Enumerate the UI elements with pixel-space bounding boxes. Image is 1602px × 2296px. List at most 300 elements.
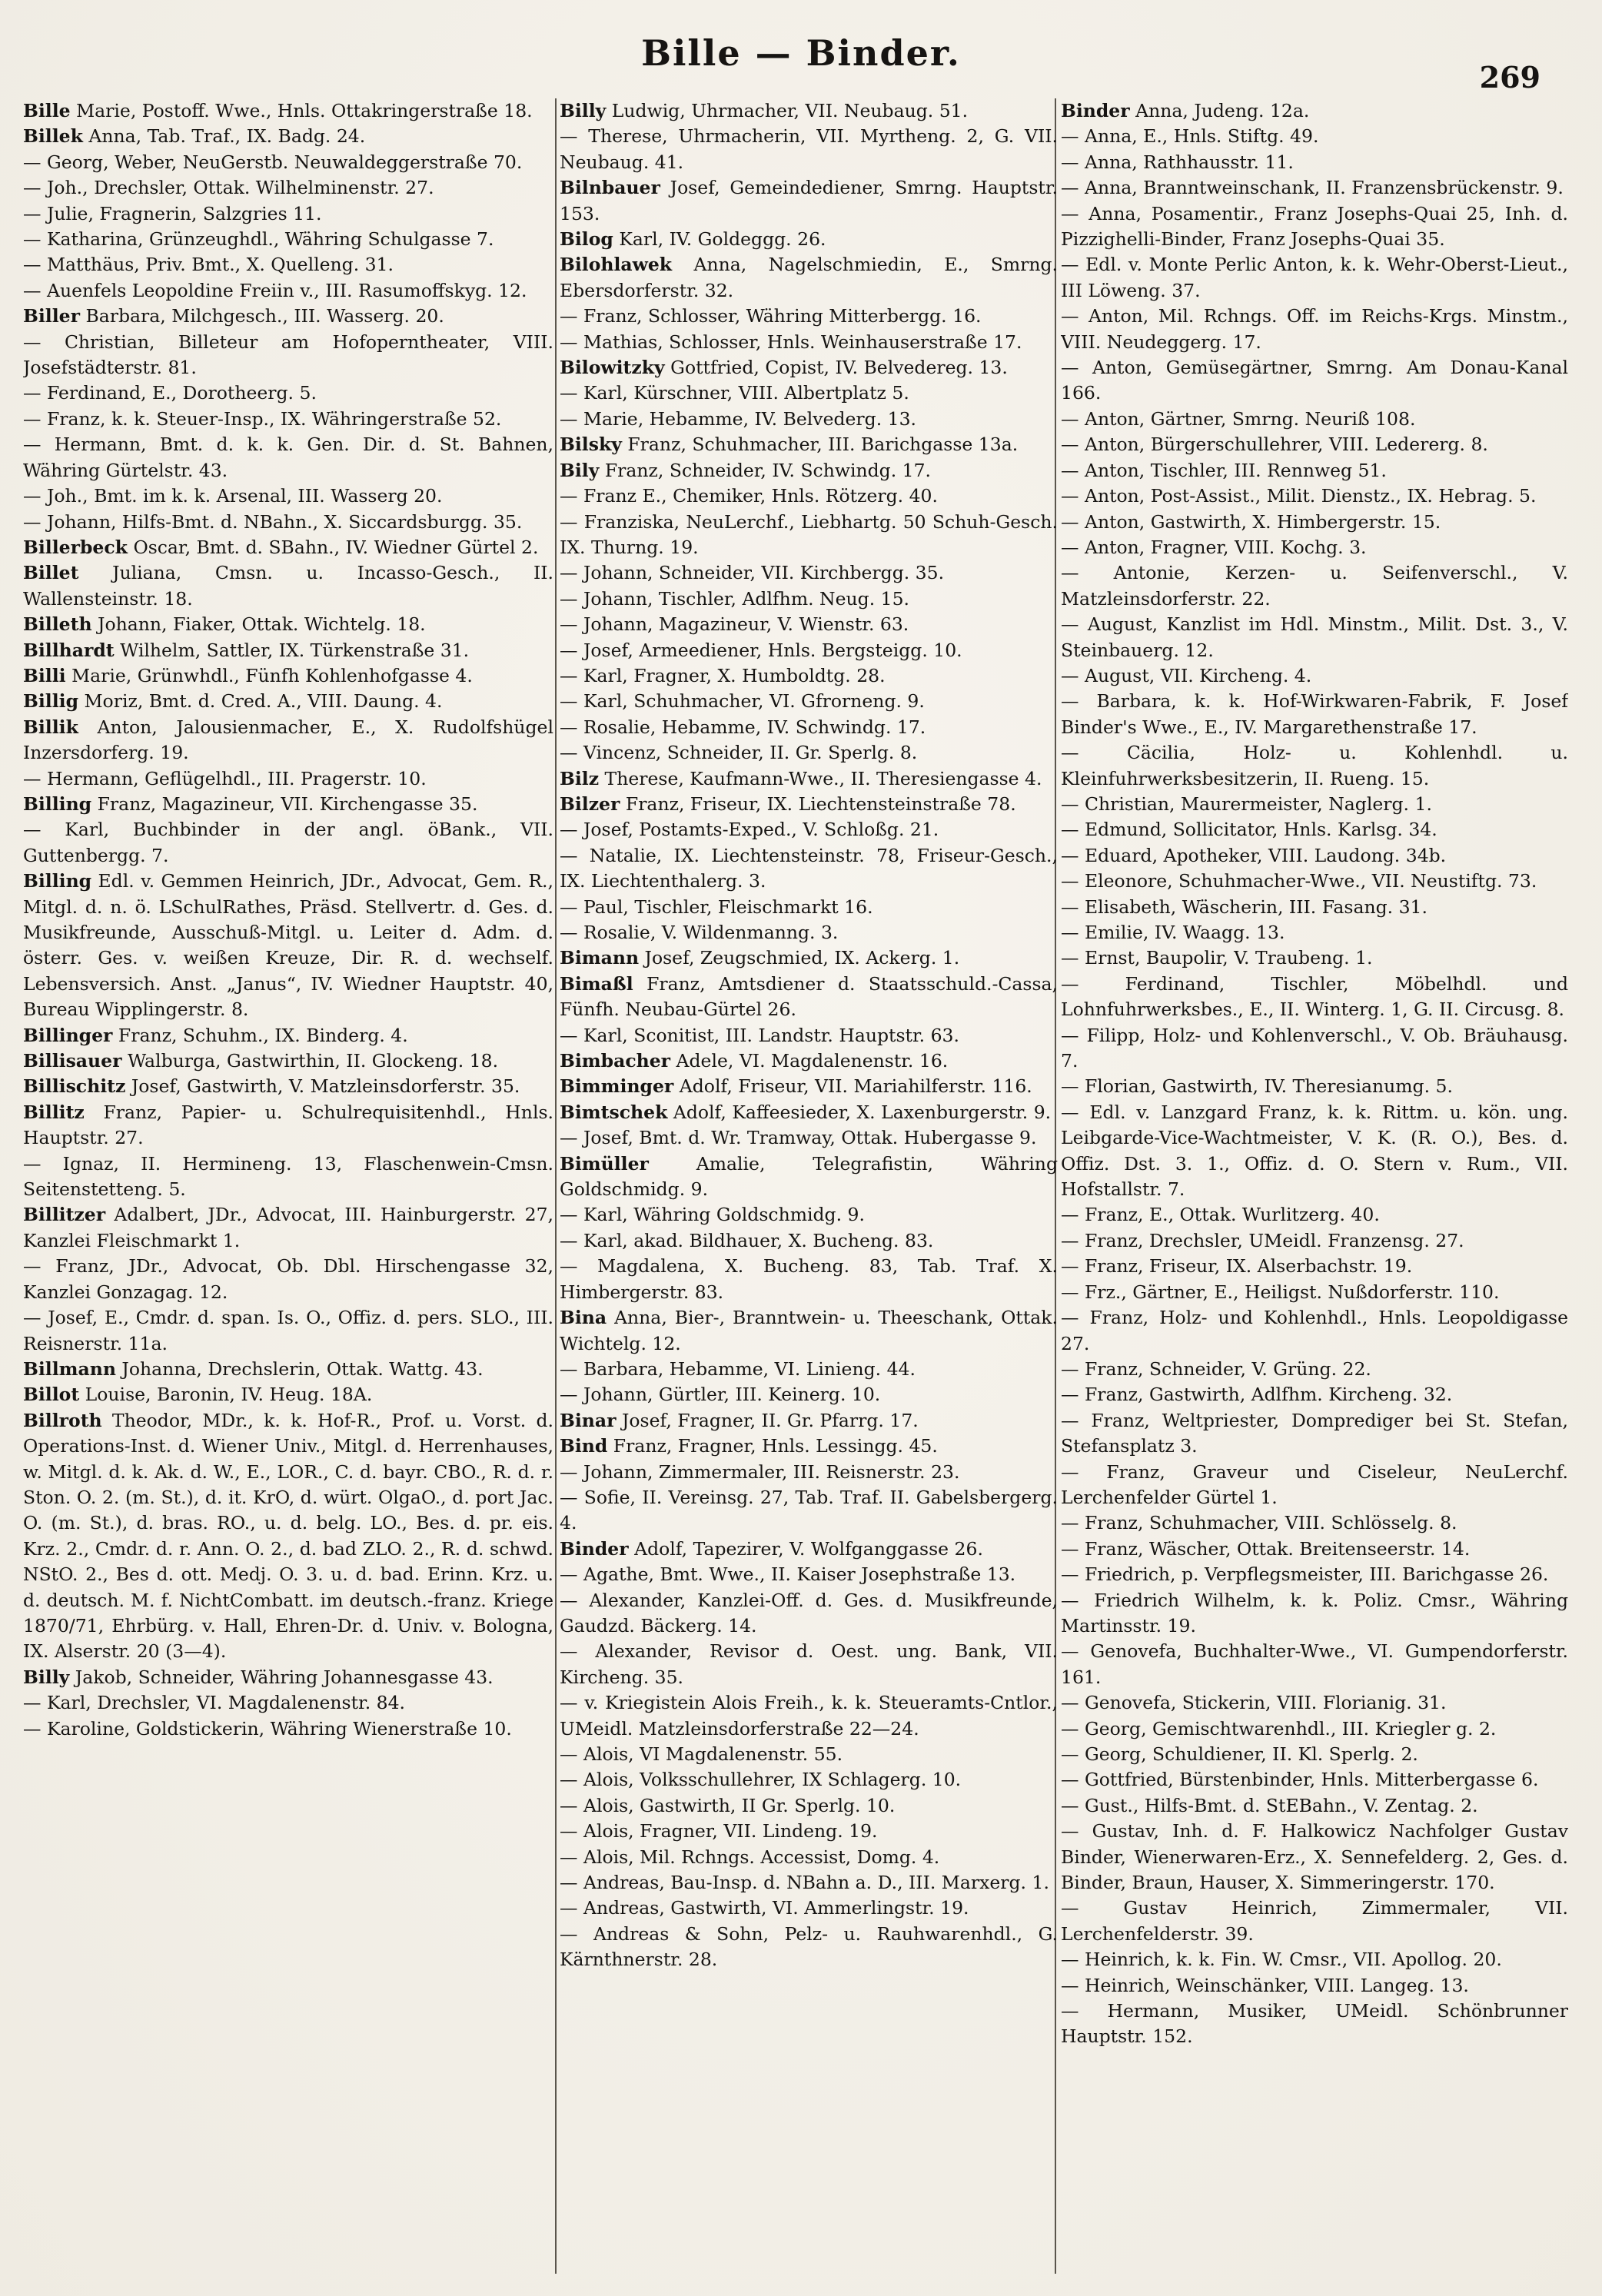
directory-entry: [560, 124, 1058, 175]
directory-entry: [23, 766, 553, 792]
entry-text: — Edmund, Sollicitator, Hnls. Karlsg. 34.: [1061, 819, 1437, 841]
entry-text: — Josef, Postamts-Exped., V. Schloßg. 21.: [560, 819, 939, 841]
entry-text: Franz, Schuhm., IX. Binderg. 4.: [118, 1024, 408, 1046]
entry-surname: Billig: [23, 690, 79, 713]
directory-entry: [23, 330, 553, 381]
entry-text: — Karoline, Goldstickerin, Währing Wienerstraße 10.: [23, 1717, 512, 1739]
entry-text: — Johann, Zimmermaler, III. Reisnerstr. 23.: [560, 1460, 960, 1483]
directory-entry: [1061, 843, 1568, 869]
entry-text: — Elisabeth, Wäscherin, III. Fasang. 31.: [1061, 895, 1428, 918]
entry-text: — Franz, Friseur, IX. Alserbachstr. 19.: [1061, 1255, 1413, 1278]
entry-text: — Franz, Schlosser, Währing Mitterbergg. 16.: [560, 305, 982, 327]
entry-surname: Billischitz: [23, 1075, 126, 1098]
page-header-title: Bille — Binder.: [641, 32, 961, 74]
entry-text: Gottfried, Copist, IV. Belvedereg. 13.: [670, 357, 1008, 379]
entry-text: — Franz, Holz- und Kohlenhdl., Hnls. Leopoldigasse 27.: [1061, 1307, 1568, 1354]
entry-text: Oscar, Bmt. d. SBahn., IV. Wiedner Gürtel 2.: [133, 536, 539, 558]
column-3: [1061, 98, 1568, 2266]
entry-text: Johann, Fiaker, Ottak. Wichtelg. 18.: [98, 613, 426, 636]
entry-text: — Johann, Schneider, VII. Kirchbergg. 35.: [560, 562, 945, 584]
entry-text: — Marie, Hebamme, IV. Belvederg. 13.: [560, 407, 917, 430]
directory-entry: [1061, 1537, 1568, 1562]
directory-entry: [23, 124, 553, 149]
entry-text: — Georg, Gemischtwarenhdl., III. Kriegler g. 2.: [1061, 1717, 1497, 1739]
entry-text: Anna, Bier-, Branntwein- u. Theeschank, Ottak. Wichtelg. 12.: [560, 1307, 1058, 1354]
directory-entry: [560, 843, 1058, 895]
directory-entry: [560, 1125, 1058, 1151]
directory-entry: [23, 1305, 553, 1357]
directory-entry: [23, 483, 553, 509]
entry-text: — August, Kanzlist im Hdl. Minstm., Milit. Dst. 3., V. Steinbauerg. 12.: [1061, 613, 1568, 661]
entry-surname: Bimüller: [560, 1152, 649, 1175]
entry-text: — Karl, Kürschner, VIII. Albertplatz 5.: [560, 382, 909, 404]
directory-entry: [560, 1305, 1058, 1357]
entry-text: — Gustav, Inh. d. F. Halkowicz Nachfolger Gustav Binder, Wienerwaren-Erz., X. Sennefelderg. 2, Ges. d. Binder, Braun, Hauser, X. Simmeringerstr. 170.: [1061, 1820, 1568, 1894]
directory-entry: [23, 432, 553, 483]
entry-text: Jakob, Schneider, Währing Johannesgasse 43.: [75, 1666, 494, 1688]
entry-text: Adalbert, JDr., Advocat, III. Hainburgerstr. 27, Kanzlei Fleischmarkt 1.: [23, 1204, 553, 1251]
directory-entry: [560, 920, 1058, 945]
directory-entry: [560, 612, 1058, 637]
entry-surname: Billot: [23, 1384, 80, 1406]
entry-surname: Billek: [23, 125, 83, 148]
directory-entry: [560, 766, 1058, 792]
entry-text: Wilhelm, Sattler, IX. Türkenstraße 31.: [120, 639, 470, 661]
directory-entry: [1061, 1793, 1568, 1819]
directory-entry: [1061, 1202, 1568, 1228]
entry-text: Karl, IV. Goldeggg. 26.: [619, 228, 826, 251]
directory-entry: [23, 304, 553, 329]
directory-entry: [1061, 124, 1568, 149]
directory-entry: [560, 945, 1058, 971]
entry-text: Juliana, Cmsn. u. Incasso-Gesch., II. Wallensteinstr. 18.: [23, 562, 553, 610]
entry-text: — Frz., Gärtner, E., Heiligst. Nußdorferstr. 110.: [1061, 1281, 1500, 1303]
directory-entry: [560, 1382, 1058, 1407]
column-1: [23, 98, 553, 2266]
entry-text: — Anna, Branntweinschank, II. Franzensbrückenstr. 9.: [1061, 177, 1564, 199]
directory-entry: [560, 1151, 1058, 1203]
directory-entry: [1061, 972, 1568, 1023]
directory-entry: [23, 1382, 553, 1407]
entry-text: — Johann, Hilfs-Bmt. d. NBahn., X. Siccardsburgg. 35.: [23, 510, 523, 533]
entry-surname: Bilsky: [560, 434, 622, 456]
column-divider: [555, 98, 557, 2274]
directory-entry: [1061, 869, 1568, 894]
directory-entry: [1061, 432, 1568, 457]
entry-text: — Johann, Tischler, Adlfhm. Neug. 15.: [560, 587, 910, 610]
entry-text: — Anton, Gastwirth, X. Himbergerstr. 15.: [1061, 510, 1441, 533]
directory-entry: [1061, 1100, 1568, 1203]
entry-text: — Josef, Bmt. d. Wr. Tramway, Ottak. Hubergasse 9.: [560, 1127, 1037, 1149]
directory-entry: [23, 201, 553, 227]
entry-text: — Andreas & Sohn, Pelz- u. Rauhwarenhdl., G. Kärnthnerstr. 28.: [560, 1922, 1058, 1971]
entry-text: Marie, Postoff. Wwe., Hnls. Ottakringerstraße 18.: [76, 100, 533, 121]
directory-entry: [23, 1023, 553, 1048]
directory-entry: [560, 330, 1058, 355]
entry-text: — Anna, E., Hnls. Stiftg. 49.: [1061, 125, 1319, 148]
directory-entry: [560, 1357, 1058, 1382]
directory-entry: [1061, 1767, 1568, 1793]
entry-text: Edl. v. Gemmen Heinrich, JDr., Advocat, Gem. R., Mitgl. d. n. ö. LSchulRathes, Präsd. Stellvertr. d. Ges. d. Musikfreunde, Ausschuß-Mitgl. u. Leiter d. Adm. d. österr. Ges. v. weißen Kreuze, Dir. R. d. wechself. Lebensversich. Anst. „Janus“, IV. Wiedner Hauptstr. 40, Bureau Wipplingerstr. 8.: [23, 870, 553, 1021]
entry-surname: Bimbacher: [560, 1050, 671, 1072]
entry-text: — Anton, Mil. Rchngs. Off. im Reichs-Krgs. Minstm., VIII. Neudeggerg. 17.: [1061, 305, 1568, 353]
entry-text: — Heinrich, Weinschänker, VIII. Langeg. 13.: [1061, 1974, 1469, 1996]
directory-entry: [23, 278, 553, 304]
directory-entry: [1061, 1460, 1568, 1511]
entry-surname: Billet: [23, 562, 79, 584]
entry-surname: Bimminger: [560, 1075, 674, 1098]
directory-entry: [560, 1870, 1058, 1896]
entry-text: — Matthäus, Priv. Bmt., X. Quelleng. 31.: [23, 254, 394, 276]
directory-entry: [1061, 1228, 1568, 1254]
directory-entry: [1061, 535, 1568, 560]
entry-text: — Barbara, Hebamme, VI. Linieng. 44.: [560, 1357, 916, 1380]
directory-entry: [1061, 1382, 1568, 1407]
column-2: [560, 98, 1058, 2266]
directory-entry: [560, 1023, 1058, 1048]
entry-text: — Vincenz, Schneider, II. Gr. Sperlg. 8.: [560, 742, 918, 764]
entry-text: — Karl, Währing Goldschmidg. 9.: [560, 1204, 865, 1226]
entry-text: — Anton, Tischler, III. Rennweg 51.: [1061, 459, 1387, 481]
entry-text: Anna, Tab. Traf., IX. Badg. 24.: [88, 125, 366, 148]
directory-entry: [1061, 483, 1568, 509]
directory-entry: [560, 1793, 1058, 1819]
entry-text: Adolf, Tapezirer, V. Wolfganggasse 26.: [634, 1537, 983, 1560]
entry-text: Franz, Amtsdiener d. Staatsschuld.-Cassa, Fünfh. Neubau-Gürtel 26.: [560, 972, 1058, 1021]
entry-text: — Franz E., Chemiker, Hnls. Rötzerg. 40.: [560, 485, 938, 507]
directory-entry: [1061, 201, 1568, 253]
directory-entry: [23, 1357, 553, 1382]
entry-text: Anna, Nagelschmiedin, E., Smrng. Ebersdorferstr. 32.: [560, 254, 1058, 301]
directory-entry: [1061, 252, 1568, 304]
directory-entry: [23, 227, 553, 252]
entry-surname: Billy: [560, 100, 607, 121]
directory-entry: [560, 1048, 1058, 1074]
directory-entry: [1061, 1973, 1568, 1999]
directory-entry: [1061, 1896, 1568, 1947]
entry-text: — Karl, Schuhmacher, VI. Gfrorneng. 9.: [560, 690, 925, 713]
directory-entry: [1061, 1690, 1568, 1716]
directory-entry: [560, 1639, 1058, 1690]
entry-text: — Magdalena, X. Bucheng. 83, Tab. Traf. X. Himbergerstr. 83.: [560, 1255, 1058, 1303]
directory-entry: [560, 1922, 1058, 1973]
entry-surname: Bind: [560, 1435, 608, 1457]
directory-entry: [1061, 740, 1568, 792]
directory-entry: [560, 510, 1058, 561]
entry-text: Theodor, MDr., k. k. Hof-R., Prof. u. Vorst. d. Operations-Inst. d. Wiener Univ., Mitgl. d. Herrenhauses, w. Mitgl. d. k. Ak. d. W., E., LOR., C. d. bayr. CBO., R. d. r. Ston. O. 2. (m. St.), d. it. KrO, d. würt. OlgaO., d. port Jac. O. (m. St.), d. bras. RO., u. d. belg. LO., Bes. d. pr. eis. Krz. 2., Cmdr. d. r. Ann. O. 2., d. bad ZLO. 2., R. d. schwd. NStO. 2., Bes d. ott. Medj. O. 3. u. d. bad. Erinn. Krz. u. d. deutsch. M. f. NichtCombatt. im deutsch.-franz. Kriege 1870/71, Ehrbürg. v. Hall, Ehren-Dr. d. Univ. v. Bologna, IX. Alserstr. 20 (3—4).: [23, 1409, 553, 1663]
directory-entry: [560, 740, 1058, 766]
entry-text: — Anton, Bürgerschullehrer, VIII. Ledererg. 8.: [1061, 434, 1488, 456]
entry-text: — Karl, akad. Bildhauer, X. Bucheng. 83.: [560, 1229, 934, 1251]
entry-text: Johanna, Drechslerin, Ottak. Wattg. 43.: [121, 1357, 484, 1380]
directory-entry: [23, 252, 553, 277]
entry-text: — Johann, Gürtler, III. Keinerg. 10.: [560, 1384, 881, 1406]
entry-surname: Bimtschek: [560, 1101, 668, 1123]
entry-surname: Billitzer: [23, 1204, 106, 1226]
entry-surname: Bilzer: [560, 792, 620, 815]
entry-text: — Edl. v. Monte Perlic Anton, k. k. Wehr-Oberst-Lieut., III Löweng. 37.: [1061, 254, 1568, 301]
entry-text: — Franz, Schneider, V. Grüng. 22.: [1061, 1357, 1371, 1380]
entry-text: — Filipp, Holz- und Kohlenverschl., V. Ob. Bräuhausg. 7.: [1061, 1024, 1568, 1072]
entry-text: — Karl, Sconitist, III. Landstr. Hauptstr. 63.: [560, 1024, 959, 1046]
entry-text: — Sofie, II. Vereinsg. 27, Tab. Traf. II. Gabelsbergerg. 4.: [560, 1486, 1058, 1534]
entry-text: — Julie, Fragnerin, Salzgries 11.: [23, 202, 322, 224]
entry-text: — Alexander, Revisor d. Oest. ung. Bank, VII. Kircheng. 35.: [560, 1640, 1058, 1688]
entry-surname: Billing: [23, 792, 92, 815]
entry-surname: Bille: [23, 100, 71, 121]
directory-entry: [1061, 1254, 1568, 1279]
entry-text: — Barbara, k. k. Hof-Wirkwaren-Fabrik, F. Josef Binder's Wwe., E., IV. Margarethenstraße 17.: [1061, 690, 1568, 738]
entry-surname: Billeth: [23, 613, 92, 636]
entry-surname: Bilnbauer: [560, 177, 660, 199]
directory-entry: [560, 792, 1058, 817]
directory-entry: [560, 1228, 1058, 1254]
entry-text: — Katharina, Grünzeughdl., Währing Schulgasse 7.: [23, 228, 494, 251]
entry-text: Josef, Fragner, II. Gr. Pfarrg. 17.: [621, 1409, 919, 1431]
entry-text: — Ferdinand, Tischler, Möbelhdl. und Lohnfuhrwerksbes., E., II. Winterg. 1, G. II. Circusg. 8.: [1061, 972, 1568, 1021]
entry-text: — Eduard, Apotheker, VIII. Laudong. 34b.: [1061, 844, 1447, 866]
entry-text: Josef, Gastwirth, V. Matzleinsdorferstr. 35.: [131, 1075, 520, 1098]
directory-entry: [23, 535, 553, 560]
directory-entry: [560, 1460, 1058, 1485]
directory-entry: [560, 252, 1058, 304]
entry-text: — Karl, Buchbinder in der angl. öBank., VII. Guttenbergg. 7.: [23, 819, 553, 866]
entry-text: Josef, Zeugschmied, IX. Ackerg. 1.: [644, 947, 960, 969]
entry-text: — Hermann, Bmt. d. k. k. Gen. Dir. d. St. Bahnen, Währing Gürtelstr. 43.: [23, 434, 553, 481]
directory-entry: [1061, 895, 1568, 920]
entry-text: — Franz, Drechsler, UMeidl. Franzensg. 27.: [1061, 1229, 1464, 1251]
directory-entry: [560, 972, 1058, 1023]
directory-entry: [23, 1151, 553, 1203]
directory-entry: [23, 1202, 553, 1254]
entry-text: — Franziska, NeuLerchf., Liebhartg. 50 Schuh-Gesch. IX. Thurng. 19.: [560, 510, 1058, 558]
directory-entry: [23, 380, 553, 406]
entry-text: — Gustav Heinrich, Zimmermaler, VII. Lerchenfelderstr. 39.: [1061, 1897, 1568, 1945]
entry-text: — Paul, Tischler, Fleischmarkt 16.: [560, 895, 873, 918]
directory-entry: [23, 817, 553, 869]
entry-text: — Antonie, Kerzen- u. Seifenverschl., V. Matzleinsdorferstr. 22.: [1061, 562, 1568, 610]
entry-text: — Franz, Wäscher, Ottak. Breitenseerstr. 14.: [1061, 1537, 1471, 1560]
entry-text: — Natalie, IX. Liechtensteinstr. 78, Friseur-Gesch., IX. Liechtenthalerg. 3.: [560, 844, 1058, 892]
entry-text: — Anna, Posamentir., Franz Josephs-Quai 25, Inh. d. Pizzighelli-Binder, Franz Josephs-Quai 35.: [1061, 202, 1568, 251]
entry-text: — Alois, Mil. Rchngs. Accessist, Domg. 4.: [560, 1846, 940, 1868]
directory-entry: [1061, 1562, 1568, 1587]
directory-entry: [560, 1434, 1058, 1459]
directory-entry: [23, 1254, 553, 1305]
directory-entry: [1061, 1305, 1568, 1357]
entry-text: — Franz, Graveur und Ciseleur, NeuLerchf. Lerchenfelder Gürtel 1.: [1061, 1460, 1568, 1508]
directory-entry: [1061, 1819, 1568, 1896]
entry-text: — Edl. v. Lanzgard Franz, k. k. Rittm. u. kön. ung. Leibgarde-Vice-Wachtmeister, V. K. (R. O.), Bes. d. Offiz. Dst. 3. 1., Offiz. d. O. Stern v. Rum., VII. Hofstallstr. 7.: [1061, 1101, 1568, 1201]
entry-text: Franz, Schneider, IV. Schwindg. 17.: [604, 459, 932, 481]
directory-entry: [560, 1767, 1058, 1793]
directory-entry: [1061, 1510, 1568, 1536]
directory-entry: [23, 407, 553, 432]
entry-text: — August, VII. Kircheng. 4.: [1061, 664, 1312, 686]
entry-text: Franz, Friseur, IX. Liechtensteinstraße 78.: [625, 792, 1016, 815]
entry-text: — Andreas, Bau-Insp. d. NBahn a. D., III. Marxerg. 1.: [560, 1872, 1049, 1894]
entry-text: — Genovefa, Stickerin, VIII. Florianig. 31.: [1061, 1692, 1447, 1714]
directory-entry: [560, 1408, 1058, 1434]
directory-entry: [23, 612, 553, 637]
entry-text: Anna, Judeng. 12a.: [1135, 100, 1310, 121]
directory-entry: [560, 1254, 1058, 1305]
entry-surname: Bilz: [560, 767, 600, 789]
entry-surname: Bilog: [560, 228, 613, 251]
entry-text: — Heinrich, k. k. Fin. W. Cmsr., VII. Apollog. 20.: [1061, 1949, 1502, 1971]
directory-entry: [23, 150, 553, 175]
entry-surname: Bimann: [560, 947, 640, 969]
directory-entry: [1061, 175, 1568, 201]
entry-surname: Bilowitzky: [560, 357, 665, 379]
directory-entry: [23, 1690, 553, 1716]
directory-entry: [1061, 1716, 1568, 1742]
entry-text: Moriz, Bmt. d. Cred. A., VIII. Daung. 4.: [84, 690, 443, 713]
entry-text: — Anna, Rathhausstr. 11.: [1061, 151, 1294, 173]
entry-text: — Agathe, Bmt. Wwe., II. Kaiser Josephstraße 13.: [560, 1563, 1016, 1586]
directory-entry: [1061, 612, 1568, 663]
directory-entry: [560, 1742, 1058, 1767]
page-number: 269: [1479, 60, 1541, 95]
directory-entry: [560, 1690, 1058, 1742]
directory-entry: [560, 1485, 1058, 1537]
directory-entry: [560, 586, 1058, 612]
entry-text: Walburga, Gastwirthin, II. Glockeng. 18.: [127, 1050, 499, 1072]
entry-text: Adele, VI. Magdalenenstr. 16.: [676, 1050, 949, 1072]
entry-text: — Christian, Maurermeister, Naglerg. 1.: [1061, 792, 1432, 815]
entry-surname: Billing: [23, 870, 92, 892]
entry-surname: Billinger: [23, 1024, 113, 1046]
entry-text: — Joh., Drechsler, Ottak. Wilhelminenstr. 27.: [23, 177, 434, 199]
directory-entry: [1061, 98, 1568, 124]
entry-text: — Therese, Uhrmacherin, VII. Myrtheng. 2, G. VII. Neubaug. 41.: [560, 125, 1058, 173]
entry-text: Marie, Grünwhdl., Fünfh Kohlenhofgasse 4.: [71, 664, 473, 686]
entry-text: Louise, Baronin, IV. Heug. 18A.: [85, 1384, 373, 1406]
entry-text: Franz, Fragner, Hnls. Lessingg. 45.: [613, 1435, 938, 1457]
entry-text: — Georg, Weber, NeuGerstb. Neuwaldeggerstraße 70.: [23, 151, 523, 173]
entry-surname: Bimaßl: [560, 972, 633, 995]
directory-entry: [1061, 1999, 1568, 2050]
directory-entry: [23, 98, 553, 124]
directory-entry: [23, 715, 553, 766]
entry-surname: Binar: [560, 1409, 617, 1431]
directory-entry: [1061, 1357, 1568, 1382]
entry-text: — Auenfels Leopoldine Freiin v., III. Rasumoffskyg. 12.: [23, 279, 527, 301]
entry-text: — Florian, Gastwirth, IV. Theresianumg. 5.: [1061, 1075, 1453, 1098]
entry-text: — Christian, Billeteur am Hofoperntheater, VIII. Josefstädterstr. 81.: [23, 331, 553, 379]
entry-surname: Billhardt: [23, 639, 115, 661]
directory-entry: [560, 1100, 1058, 1125]
entry-text: — Karl, Drechsler, VI. Magdalenenstr. 84.: [23, 1692, 406, 1714]
directory-entry: [560, 1074, 1058, 1099]
entry-surname: Billisauer: [23, 1050, 122, 1072]
entry-text: — Alois, VI Magdalenenstr. 55.: [560, 1743, 843, 1765]
directory-entry: [23, 869, 553, 1022]
entry-text: Barbara, Milchgesch., III. Wasserg. 20.: [85, 305, 444, 327]
entry-text: Anton, Jalousienmacher, E., X. Rudolfshügel Inzersdorferg. 19.: [23, 716, 553, 764]
directory-entry: [1061, 150, 1568, 175]
entry-surname: Bily: [560, 459, 600, 481]
entry-surname: Billerbeck: [23, 536, 128, 558]
entry-text: — Ernst, Baupolir, V. Traubeng. 1.: [1061, 947, 1373, 969]
directory-entry: [560, 432, 1058, 457]
directory-entry: [560, 1537, 1058, 1562]
directory-entry: [560, 355, 1058, 380]
directory-entry: [1061, 1074, 1568, 1099]
directory-entry: [560, 458, 1058, 483]
entry-text: Josef, Gemeindediener, Smrng. Hauptstr. 153.: [560, 177, 1058, 224]
entry-text: — Gust., Hilfs-Bmt. d. StEBahn., V. Zentag. 2.: [1061, 1794, 1478, 1816]
directory-entry: [1061, 1588, 1568, 1640]
directory-entry: [560, 663, 1058, 689]
directory-entry: [560, 895, 1058, 920]
entry-text: — Anton, Gärtner, Smrng. Neuriß 108.: [1061, 407, 1416, 430]
entry-text: — Cäcilia, Holz- u. Kohlenhdl. u. Kleinfuhrwerksbesitzerin, II. Rueng. 15.: [1061, 742, 1568, 789]
entry-text: — Ignaz, II. Hermineng. 13, Flaschenwein-Cmsn. Seitenstetteng. 5.: [23, 1152, 553, 1201]
entry-text: — Josef, E., Cmdr. d. span. Is. O., Offiz. d. pers. SLO., III. Reisnerstr. 11a.: [23, 1307, 553, 1354]
entry-text: — Andreas, Gastwirth, VI. Ammerlingstr. 19.: [560, 1897, 969, 1919]
entry-text: — Friedrich, p. Verpflegsmeister, III. Barichgasse 26.: [1061, 1563, 1549, 1586]
directory-entry: [1061, 560, 1568, 612]
directory-entry: [23, 1100, 553, 1151]
directory-entry: [560, 1588, 1058, 1640]
entry-text: Adolf, Friseur, VII. Mariahilferstr. 116.: [679, 1075, 1032, 1098]
entry-text: — Eleonore, Schuhmacher-Wwe., VII. Neustiftg. 73.: [1061, 870, 1537, 892]
entry-text: Therese, Kaufmann-Wwe., II. Theresiengasse 4.: [604, 767, 1042, 789]
entry-text: — Ferdinand, E., Dorotheerg. 5.: [23, 382, 317, 404]
directory-entry: [23, 638, 553, 663]
entry-text: — Joh., Bmt. im k. k. Arsenal, III. Wasserg 20.: [23, 485, 443, 507]
directory-entry: [23, 792, 553, 817]
entry-surname: Bina: [560, 1307, 607, 1329]
directory-entry: [1061, 945, 1568, 971]
directory-entry: [1061, 817, 1568, 842]
entry-text: — Franz, Weltpriester, Domprediger bei St. Stefan, Stefansplatz 3.: [1061, 1409, 1568, 1457]
directory-entry: [560, 98, 1058, 124]
entry-text: Amalie, Telegrafistin, Währing Goldschmidg. 9.: [560, 1152, 1058, 1201]
entry-text: — Anton, Post-Assist., Milit. Dienstz., IX. Hebrag. 5.: [1061, 485, 1537, 507]
entry-surname: Billitz: [23, 1101, 85, 1123]
directory-entry: [23, 1408, 553, 1665]
directory-entry: [560, 1819, 1058, 1844]
directory-entry: [1061, 1742, 1568, 1767]
directory-entry: [1061, 355, 1568, 407]
entry-text: — Hermann, Geflügelhdl., III. Pragerstr. 10.: [23, 767, 427, 789]
entry-text: — Georg, Schuldiener, II. Kl. Sperlg. 2.: [1061, 1743, 1418, 1765]
directory-entry: [1061, 304, 1568, 355]
entry-text: — Anton, Fragner, VIII. Kochg. 3.: [1061, 536, 1367, 558]
directory-entry: [1061, 1947, 1568, 1972]
entry-text: Franz, Papier- u. Schulrequisitenhdl., Hnls. Hauptstr. 27.: [23, 1101, 553, 1149]
entry-text: — Hermann, Musiker, UMeidl. Schönbrunner Hauptstr. 152.: [1061, 2000, 1568, 2048]
directory-entry: [1061, 792, 1568, 817]
directory-entry: [1061, 1408, 1568, 1460]
entry-text: — Gottfried, Bürstenbinder, Hnls. Mitterbergasse 6.: [1061, 1769, 1539, 1791]
entry-surname: Billmann: [23, 1357, 116, 1380]
entry-surname: Billik: [23, 716, 78, 738]
directory-entry: [23, 1074, 553, 1099]
entry-text: — Rosalie, V. Wildenmanng. 3.: [560, 922, 839, 943]
entry-surname: Biller: [23, 305, 80, 327]
entry-text: — Karl, Fragner, X. Humboldtg. 28.: [560, 664, 886, 686]
entry-surname: Binder: [560, 1537, 629, 1560]
directory-entry: [23, 510, 553, 535]
directory-entry: [560, 817, 1058, 842]
directory-entry: [1061, 407, 1568, 432]
directory-entry: [1061, 1639, 1568, 1690]
directory-entry: [560, 1896, 1058, 1921]
entry-surname: Billy: [23, 1666, 70, 1688]
